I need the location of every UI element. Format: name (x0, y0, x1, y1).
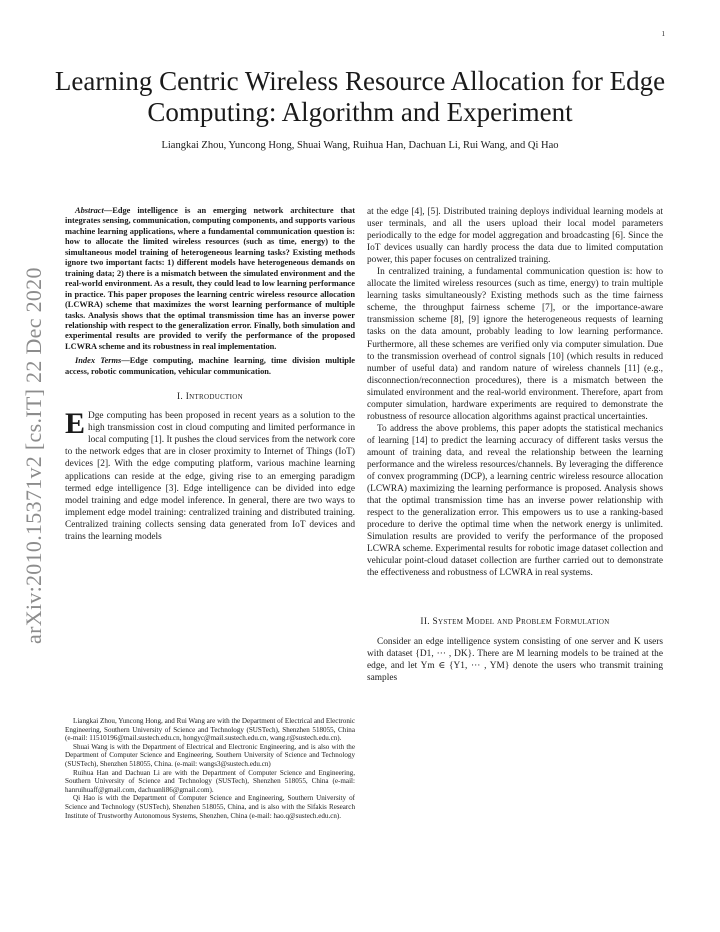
body-paragraph: In centralized training, a fundamental communication question is: how to allocate the limited wireless resources (such as time, energy) to train multiple learning tasks simultaneously? Existing methods such as the time fairness scheme, the throughput fairness scheme [7], or the importance-aware transmission scheme [8], [9] ignore the heterogeneous requests of learning tasks on the data amount, probably leading to low learning performance. Furthermore, all these schemes are verified only via computer simulation. Due to the transmission overhead of control signals [10] (which results in reduced number of useful data) and random nature of wireless channels [11] (e.g., disconnection/reconnection procedures), there is a mismatch between the simulated environment and the real-world environment. Therefore, apart from computer simulation, hardware experiments are required to demonstrate the robustness of resource allocation algorithms against practical uncertainties. (367, 267, 663, 422)
index-terms-text: —Edge computing, machine learning, time division multiple access, robotic communication, vehicular communication. (65, 356, 355, 376)
body-paragraph: at the edge [4], [5]. Distributed training deploys individual learning models at user terminals, and all the users upload their local model parameters periodically to the edge for model aggregation and broadcasting [6]. Since the IoT devices usually can hardly process the data due to limited computation power, this paper focuses on centralized training. (367, 207, 663, 266)
index-terms-label: Index Terms (75, 356, 122, 366)
author-list: Liangkai Zhou, Yuncong Hong, Shuai Wang, Ruihua Han, Dachuan Li, Rui Wang, and Qi Hao (161, 140, 559, 151)
index-terms (65, 356, 355, 377)
abstract (65, 206, 355, 352)
footnote-affiliation: Liangkai Zhou, Yuncong Hong, and Rui Wang are with the Department of Electrical and Electronic Engineering, Southern University of Science and Technology (SUSTech), Shenzhen 518055, China (e-mail: 11510196@mail.sustech.edu.cn, hongyc@mail.sustech.edu.cn, wang.r@sustech.edu.cn). (65, 717, 355, 743)
abstract-text: —Edge intelligence is an emerging network architecture that integrates sensing, communication, computing components, and supports various machine learning applications, where a fundamental communication question is: how to allocate the limited wireless resources (such as time, energy) to the simultaneous model training of heterogeneous learning tasks? Existing methods ignore two important facts: 1) different models have heterogeneous demands on training data; 2) there is a mismatch between the simulated environment and the real-world environment. As a result, they could lead to low learning performance in practice. This paper proposes the learning centric wireless resource allocation (LCWRA) scheme that maximizes the worst learning performance of multiple tasks. Analysis shows that the optimal transmission time has an inverse power relationship with respect to the generalization error. Finally, both simulation and experimental results are provided to verify the performance of the proposed LCWRA scheme and its robustness in real implementation. (65, 206, 355, 351)
abstract-label: Abstract (75, 206, 104, 215)
footnote-affiliation: Shuai Wang is with the Department of Electrical and Electronic Engineering, and is also with the Department of Computer Science and Engineering, Southern University of Science and Technology (SUSTech), Shenzhen 518055, China. (e-mail: wangs3@sustech.edu.cn) (65, 742, 355, 768)
section-heading-introduction: I. Introduction (177, 392, 243, 403)
paper-title: Learning Centric Wireless Resource Allocation for Edge Computing: Algorithm and Experiment (54, 66, 666, 127)
drop-cap-letter: E (65, 407, 86, 441)
intro-paragraph-text: Dge computing has been proposed in recent years as a solution to the high transmission cost in cloud computing and limited performance in local computing [1]. It pushes the cloud services from the network core to the network edges that are in closer proximity to Internet of Things (IoT) devices [2]. With the edge computing platform, various machine learning applications can reside at the edge, giving rise to an emerging paradigm termed edge intelligence [3]. Edge intelligence can be divided into edge model training and edge model inference. In general, there are two ways to implement edge model training: centralized training and distributed training. Centralized training collects sensing data generated from IoT devices and trains the learning models (65, 411, 355, 542)
page-number: 1 (661, 30, 665, 38)
footnote-affiliation: Qi Hao is with the Department of Computer Science and Engineering, Southern University of Science and Technology (SUSTech), Shenzhen 518055, China, and is also with the Sifakis Research Institute of Trustworthy Autonomous Systems, Shenzhen, China (e-mail: hao.q@sustech.edu.cn). (65, 794, 355, 820)
right-column (367, 206, 663, 684)
left-column (65, 206, 355, 543)
intro-paragraph (65, 407, 355, 543)
body-paragraph: Consider an edge intelligence system consisting of one server and K users with dataset {D1, ··· , DK}. There are M learning models to be trained at the edge, and let Ym ∈ {Y1, ··· , YM} denote the users who transmit training samples (367, 636, 663, 683)
footnote-affiliation: Ruihua Han and Dachuan Li are with the Department of Computer Science and Engineering, Southern University of Science and Technology (SUSTech), Shenzhen 518055, China (e-mail: hanruihuaff@gmail.com, dachuanli86@gmail.com). (65, 768, 355, 794)
body-paragraph: To address the above problems, this paper adopts the statistical mechanics of learning [14] to predict the learning accuracy of different tasks versus the amount of training data, and reveal the relationship between the learning performance and the wireless resources/channels. By leveraging the difference of convex programming (DCP), a learning centric wireless resource allocation (LCWRA) maximizing the learning performance is proposed. Analysis shows that the optimal transmission time has an inverse power relationship with respect to the generalization error. This empowers us to use a ranking-based procedure to derive the optimal time when the network energy is unlimited. Simulation results are provided to verify the performance of the proposed LCWRA scheme. Experimental results for robotic image dataset collection and vehicular point-cloud dataset collection are further carried out to demonstrate the effectiveness and robustness of LCWRA in real systems. (367, 423, 663, 579)
arxiv-identifier-stamp: arXiv:2010.15371v2 [cs.IT] 22 Dec 2020 (21, 267, 46, 644)
section-heading-system-model: II. System Model and Problem Formulation (420, 617, 610, 628)
author-affiliation-footnotes (65, 717, 355, 820)
